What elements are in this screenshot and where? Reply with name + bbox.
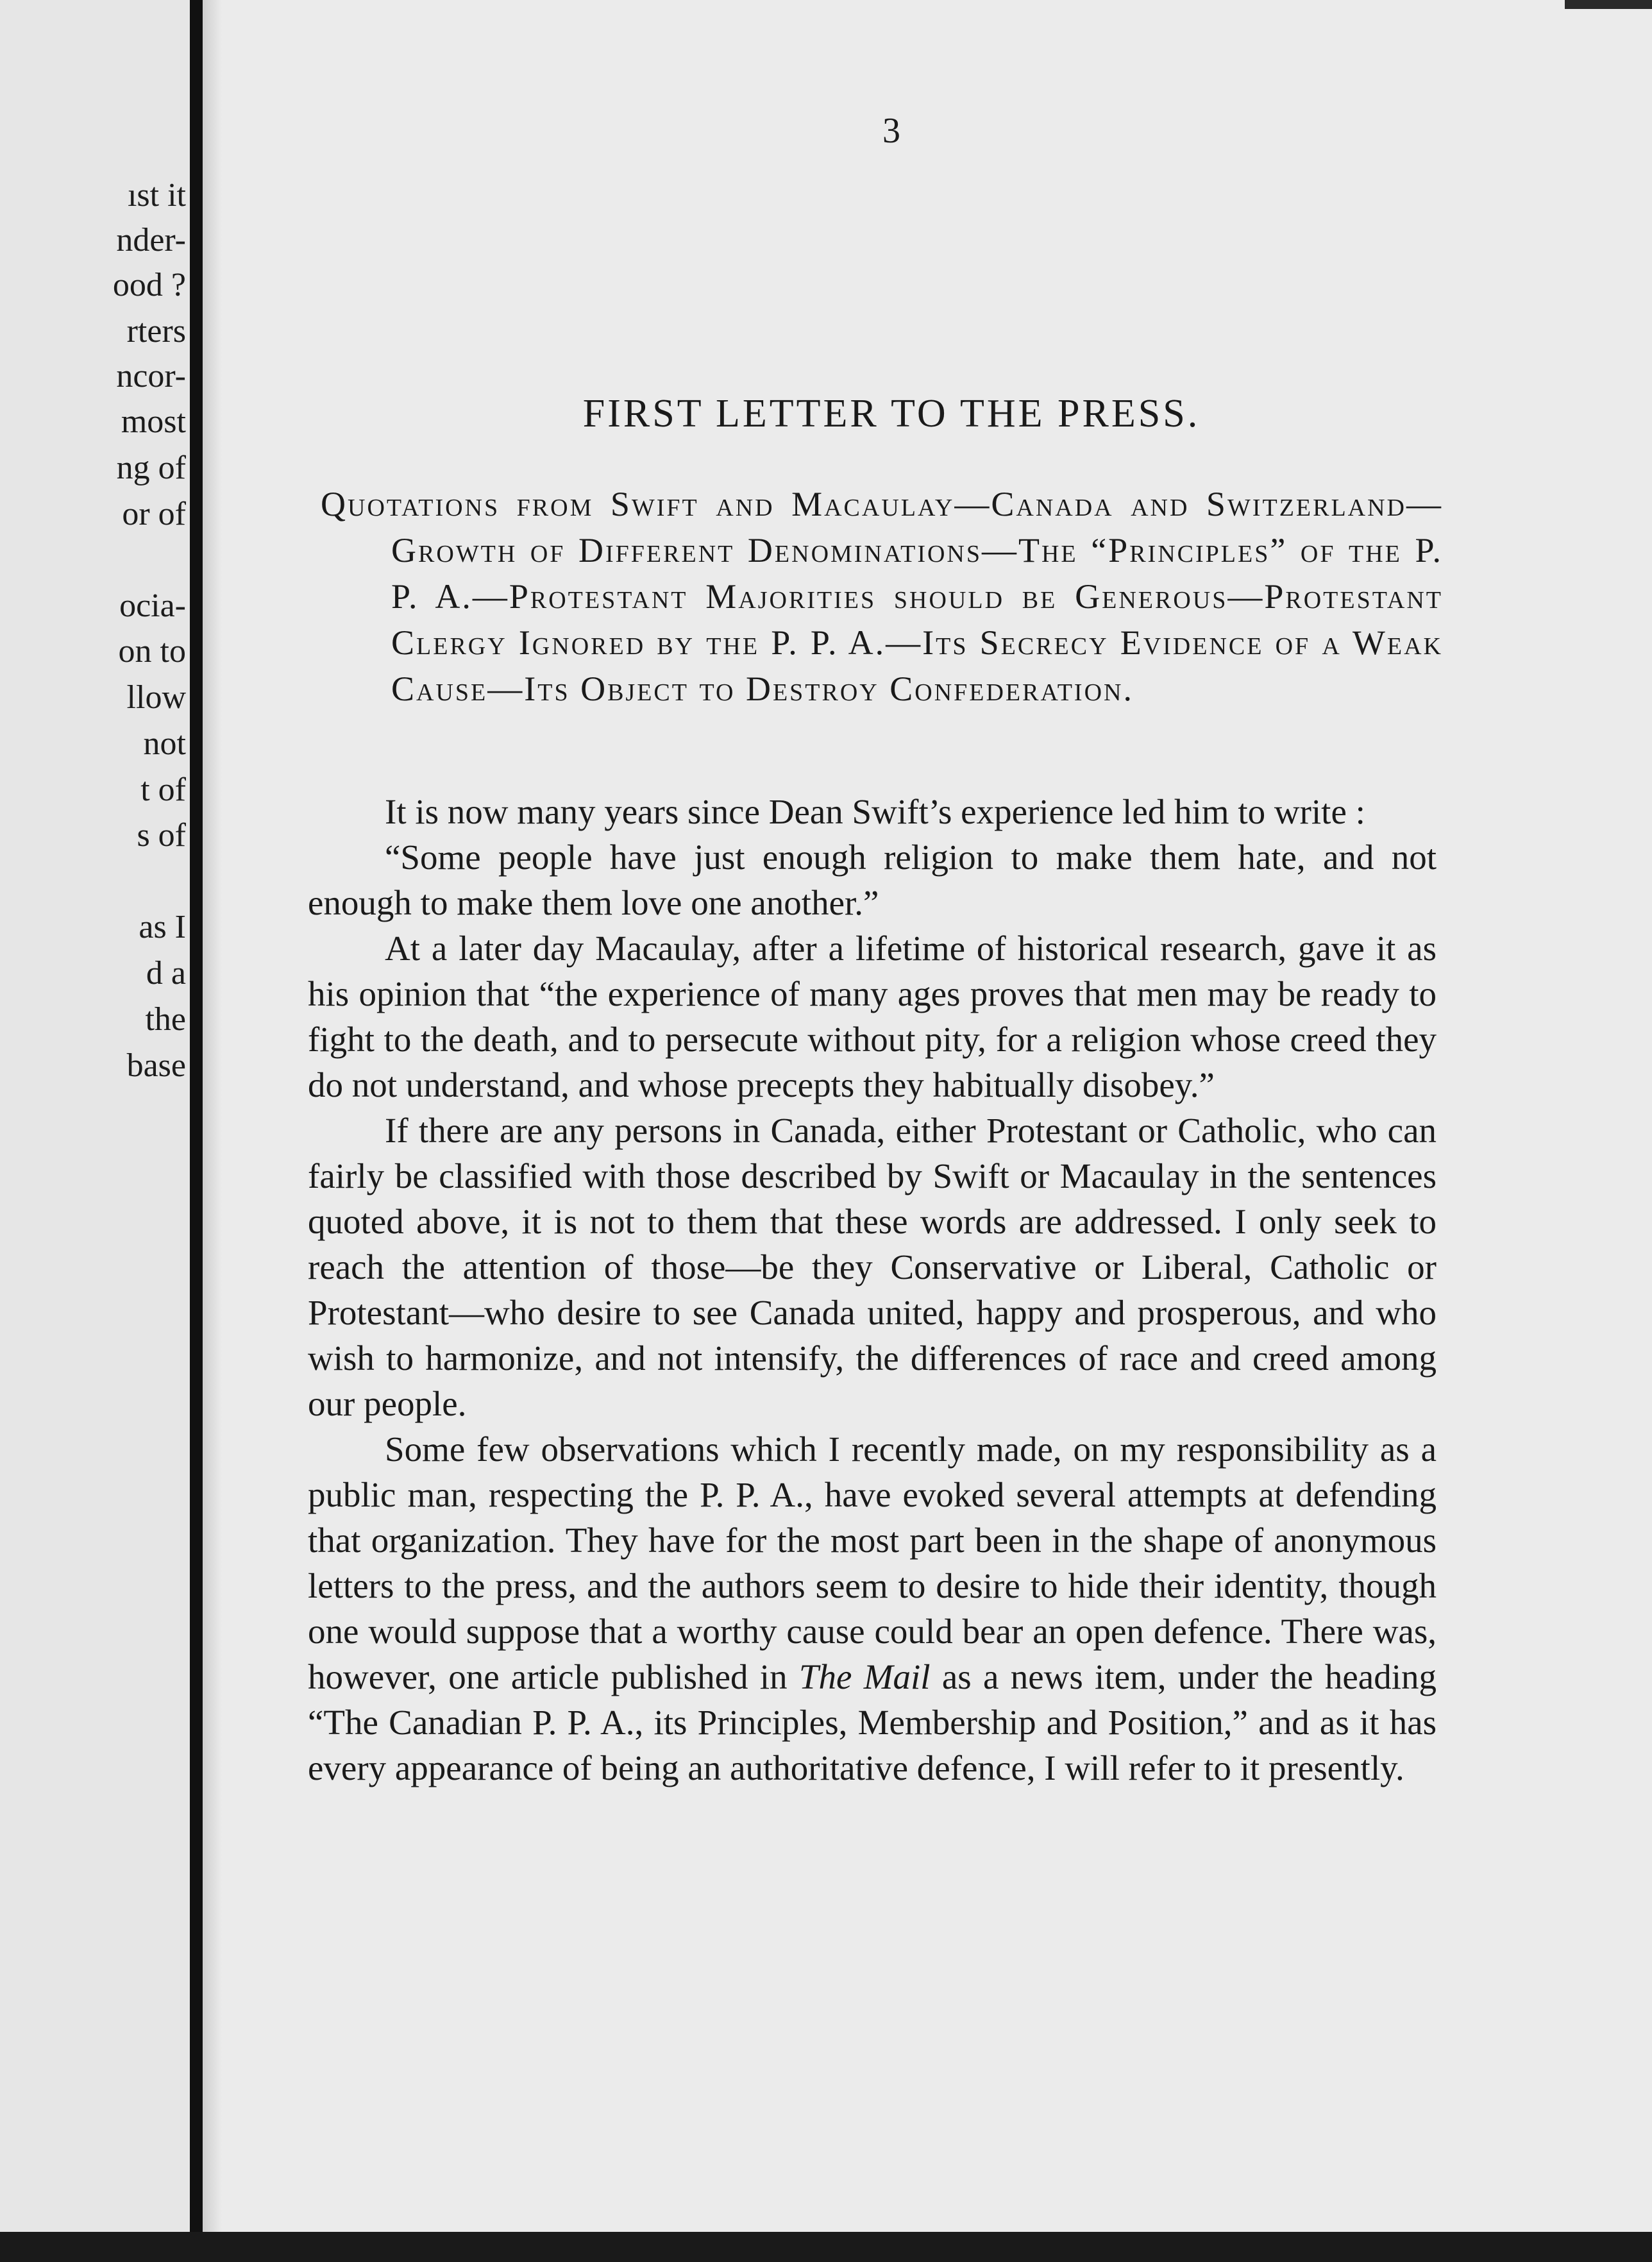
facing-page-line: nder- [116, 222, 186, 258]
facing-page-line: d a [146, 955, 186, 992]
facing-page-line: ncor- [116, 358, 186, 394]
chapter-synopsis: Quotations from Swift and Macaulay—Canada and Switzerland—Growth of Different Denominations—The “Principles” of the P. P. A.—Protestant Majorities should be Generous—Protestant Clergy Ignored by the P. P. A.—Its Secrecy Evidence of a Weak Cause—Its Object to Destroy Confederation. [321, 485, 1443, 708]
paragraph-text: Some few observations which I recently made, on my responsibility as a public man, respecting the P. P. A., have evoked several attempts at defending that organization. They have for the most part been in the shape of anonymous letters to the press, and the authors seem to desire to hide their identity, though one would suppose that a worthy cause could bear an open defence. There was, however, one article published in [308, 1430, 1437, 1696]
facing-page-line: base [126, 1047, 186, 1084]
facing-page-line: ood ? [112, 267, 186, 303]
facing-page-line: ocia- [119, 587, 186, 624]
facing-page-line: ng of [116, 450, 186, 486]
facing-page-line: the [145, 1001, 186, 1038]
facing-page-line: rters [126, 313, 186, 350]
facing-page-line: as I [139, 909, 186, 945]
scan-edge-mark [1565, 0, 1652, 9]
facing-page-line: most [121, 403, 186, 440]
quotation-paragraph: “Some people have just enough religion to make them hate, and not enough to make them love one another.” [308, 838, 1437, 922]
page-number: 3 [882, 111, 900, 151]
facing-page-line: t of [140, 772, 186, 808]
facing-page-fragment [0, 0, 190, 2262]
facing-page-line: ıst it [127, 177, 186, 214]
facing-page-line: llow [126, 679, 186, 716]
facing-page-line: s of [137, 817, 186, 854]
paragraph: It is now many years since Dean Swift’s experience led him to write : [385, 792, 1365, 831]
page-gutter-divider [190, 0, 203, 2262]
facing-page-line: not [143, 725, 186, 762]
paragraph-text: as a news item, under the heading “The Canadian P. P. A., its Principles, Membership and Position,” and as it has every appearance of being an authoritative defence, I will refer to it presently. [308, 1657, 1437, 1787]
paragraph: If there are any persons in Canada, either Protestant or Catholic, who can fairly be classified with those described by Swift or Macaulay in the sentences quoted above, it is not to them that these words are addressed. I only seek to reach the attention of those—be they Conservative or Liberal, Catholic or Protestant—who desire to see Canada united, happy and prosperous, and who wish to harmonize, and not intensify, the differences of race and creed among our people. [308, 1111, 1437, 1423]
paragraph: At a later day Macaulay, after a lifetime of historical research, gave it as his opinion that “the experience of many ages proves that men may be ready to fight to the death, and to persecute without pity, for a religion whose creed they do not understand, and whose precepts they habitually disobey.” [308, 929, 1437, 1104]
scan-bottom-edge [0, 2232, 1652, 2262]
facing-page-line: or of [122, 496, 186, 532]
paragraph [308, 1426, 1437, 1791]
body-text [308, 789, 1437, 1791]
gutter-shadow [203, 0, 222, 2262]
newspaper-title: The Mail [798, 1657, 931, 1696]
chapter-title: FIRST LETTER TO THE PRESS. [582, 392, 1201, 435]
facing-page-line: on to [118, 633, 186, 670]
